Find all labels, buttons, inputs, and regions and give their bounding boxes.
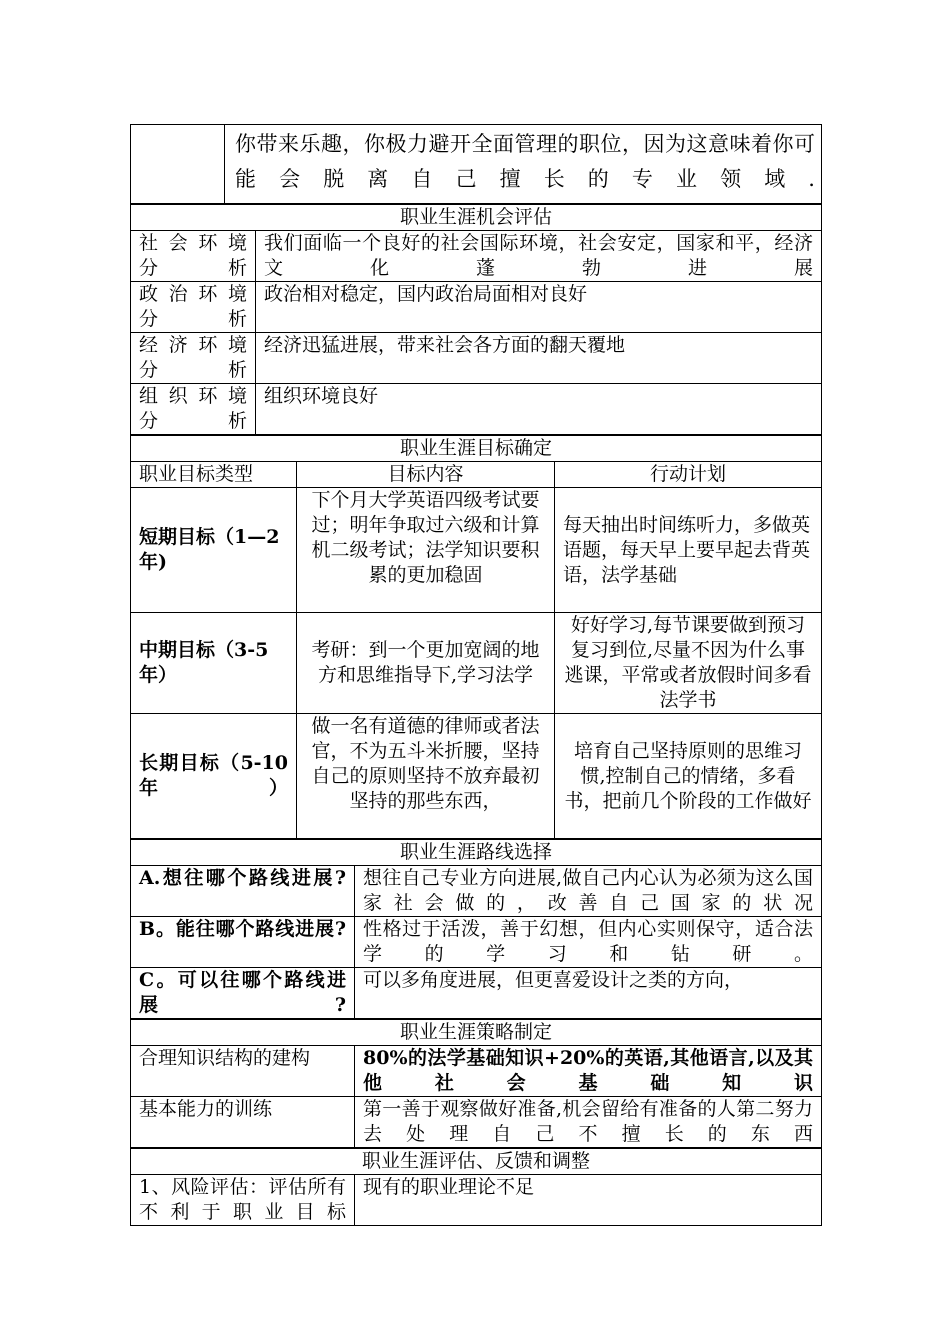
goal-plan-mid: 好好学习,每节课要做到预习复习到位,尽量不因为什么事逃课，平常或者放假时间多看法学书	[555, 613, 822, 714]
section-title-goals: 职业生涯目标确定	[131, 436, 822, 462]
opportunity-table	[130, 204, 822, 435]
opportunity-label: 政 治 环 境 分析	[131, 282, 256, 333]
strategy-label: 基本能力的训练	[131, 1097, 355, 1148]
strategy-label: 合理知识结构的建构	[131, 1046, 355, 1097]
intro-text: 你带来乐趣，你极力避开全面管理的职位，因为这意味着你可能会脱离自己擅长的专业领域.	[225, 125, 822, 204]
strategy-table	[130, 1019, 822, 1148]
section-title-route: 职业生涯路线选择	[131, 840, 822, 866]
goal-type-long: 长期目标（5-10年）	[131, 714, 297, 839]
evaluation-content: 现有的职业理论不足	[355, 1175, 822, 1226]
opportunity-content: 我们面临一个良好的社会国际环境，社会安定，国家和平，经济文化蓬勃进展	[256, 231, 822, 282]
document-page	[130, 124, 821, 1226]
goals-table	[130, 435, 822, 839]
goal-content-long: 做一名有道德的律师或者法官，不为五斗米折腰，坚持自己的原则坚持不放弃最初坚持的那些东西，	[297, 714, 555, 839]
section-title-opportunity: 职业生涯机会评估	[131, 205, 822, 231]
goal-content-short: 下个月大学英语四级考试要过；明年争取过六级和计算机二级考试；法学知识要积累的更加稳固	[297, 488, 555, 613]
route-content: 想往自己专业方向进展,做自己内心认为必须为这么国家社会做的，改善自己国家的状况	[355, 866, 822, 917]
goals-header-plan: 行动计划	[555, 462, 822, 488]
route-label: A.想往哪个路线进展?	[131, 866, 355, 917]
route-label: C。可以往哪个路线进展?	[131, 968, 355, 1019]
goals-header-type: 职业目标类型	[131, 462, 297, 488]
opportunity-label: 社 会 环 境 分析	[131, 231, 256, 282]
goal-plan-long: 培育自己坚持原则的思维习惯,控制自己的情绪，多看书，把前几个阶段的工作做好	[555, 714, 822, 839]
route-table	[130, 839, 822, 1019]
intro-blank-cell	[131, 125, 225, 204]
opportunity-label: 经 济 环 境 分析	[131, 333, 256, 384]
opportunity-content: 组织环境良好	[256, 384, 822, 435]
section-title-strategy: 职业生涯策略制定	[131, 1020, 822, 1046]
strategy-content: 80%的法学基础知识+20%的英语,其他语言,以及其他社会基础知识	[355, 1046, 822, 1097]
evaluation-table	[130, 1148, 822, 1226]
goal-type-mid: 中期目标（3-5年）	[131, 613, 297, 714]
goals-header-content: 目标内容	[297, 462, 555, 488]
opportunity-content: 经济迅猛进展，带来社会各方面的翻天覆地	[256, 333, 822, 384]
goal-type-short: 短期目标（1—2年)	[131, 488, 297, 613]
intro-table	[130, 124, 822, 204]
section-title-evaluation: 职业生涯评估、反馈和调整	[131, 1149, 822, 1175]
strategy-content: 第一善于观察做好准备,机会留给有准备的人第二努力去处理自己不擅长的东西	[355, 1097, 822, 1148]
goal-plan-short: 每天抽出时间练听力，多做英语题，每天早上要早起去背英语，法学基础	[555, 488, 822, 613]
route-content: 性格过于活泼，善于幻想，但内心实则保守，适合法学的学习和钻研。	[355, 917, 822, 968]
route-content: 可以多角度进展，但更喜爱设计之类的方向，	[355, 968, 822, 1019]
goal-content-mid: 考研：到一个更加宽阔的地方和思维指导下,学习法学	[297, 613, 555, 714]
opportunity-label: 组 织 环 境 分析	[131, 384, 256, 435]
route-label: B。能往哪个路线进展?	[131, 917, 355, 968]
opportunity-content: 政治相对稳定，国内政治局面相对良好	[256, 282, 822, 333]
evaluation-label: 1、风险评估：评估所有不利于职业目标	[131, 1175, 355, 1226]
